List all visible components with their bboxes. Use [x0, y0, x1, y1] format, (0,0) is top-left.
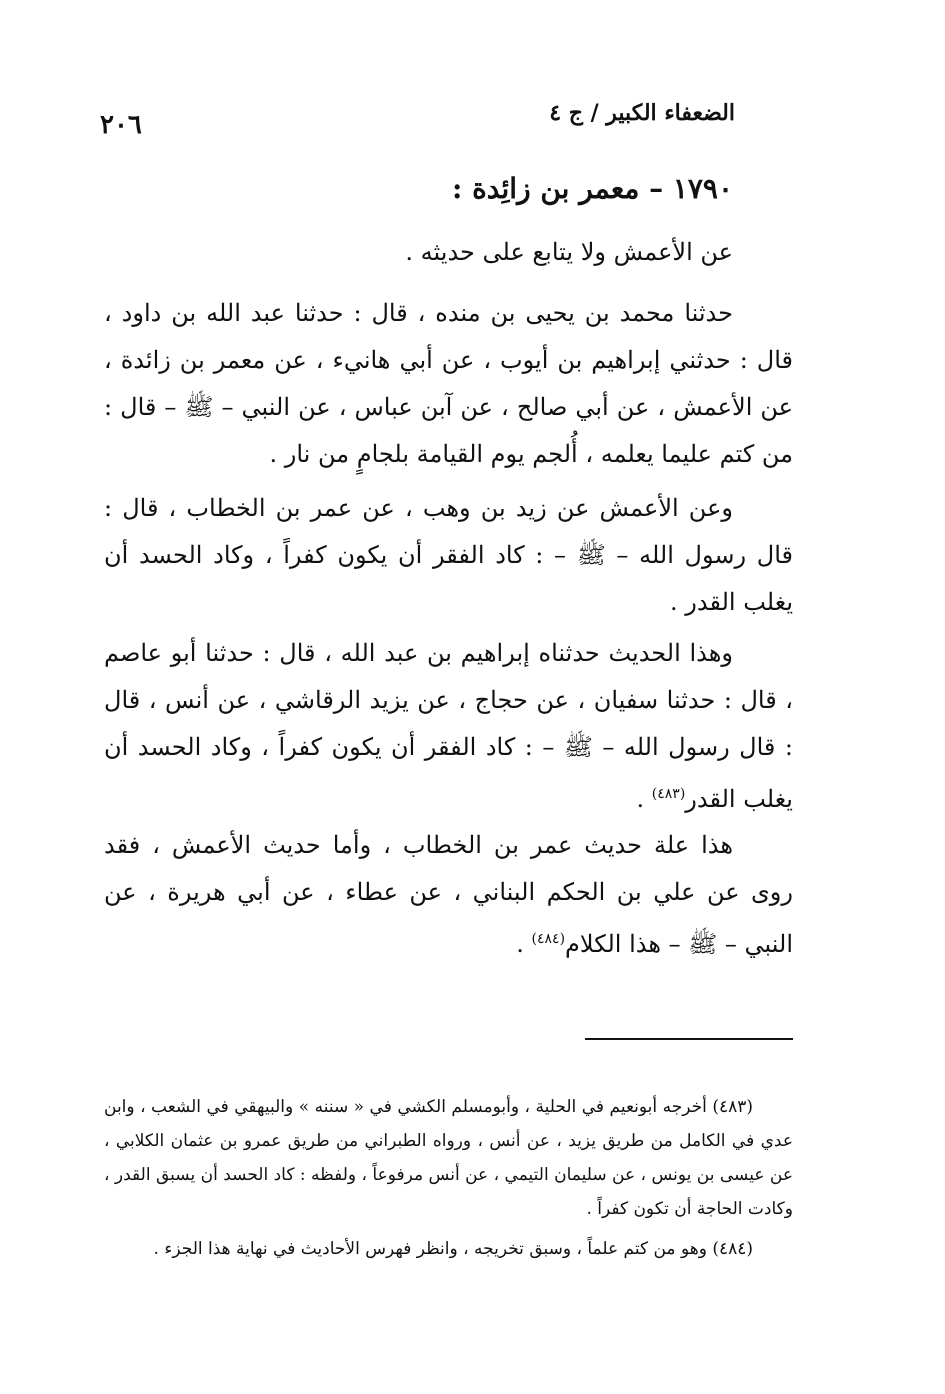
paragraph-1	[104, 290, 793, 478]
paragraph-3	[104, 630, 793, 823]
footnote-divider	[585, 1038, 793, 1040]
entry-intro: عن الأعمش ولا يتابع على حديثه .	[405, 238, 733, 266]
entry-heading: ١٧٩٠ – معمر بن زائِدة :	[452, 172, 733, 205]
page-header	[100, 100, 735, 140]
paragraph-4-text: هذا علة حديث عمر بن الخطاب ، وأما حديث الأعمش ، فقد روى عن علي بن الحكم البناني ، عن عطاء ، عن أبي هريرة ، عن النبي – ﷺ – هذا الكلام	[104, 831, 793, 958]
paragraph-2-text: وعن الأعمش عن زيد بن وهب ، عن عمر بن الخطاب ، قال : قال رسول الله – ﷺ – : كاد الفقر أن يكون كفراً ، وكاد الحسد أن يغلب القدر .	[104, 494, 793, 616]
footnote-483	[104, 1090, 793, 1226]
running-title: الضعفاء الكبير / ج ٤	[549, 100, 735, 126]
footnote-484	[104, 1232, 793, 1266]
footnote-ref-484[interactable]: (٤٨٤)	[531, 931, 566, 947]
footnote-text: أخرجه أبونعيم في الحلية ، وأبومسلم الكشي في « سننه » والبيهقي في الشعب ، وابن عدي في الكامل من طريق يزيد ، عن أنس ، ورواه الطبراني من طريق عمرو بن عثمان الكلابي ، عن عيسى بن يونس ، عن سليمان التيمي ، عن أنس مرفوعاً ، ولفظه : كاد الحسد أن يسبق القدر ، وكادت الحاجة أن تكون كفراً .	[104, 1097, 793, 1219]
footnote-number: (٤٨٣)	[712, 1097, 754, 1117]
paragraph-3-text: وهذا الحديث حدثناه إبراهيم بن عبد الله ، قال : حدثنا أبو عاصم ، قال : حدثنا سفيان ، عن حجاج ، عن يزيد الرقاشي ، عن أنس ، قال : قال رسول الله – ﷺ – : كاد الفقر أن يكون كفراً ، وكاد الحسد أن يغلب القدر	[104, 639, 793, 813]
page-number: ٢٠٦	[100, 110, 142, 140]
paragraph-4-tail: .	[516, 930, 532, 958]
paragraph-4	[104, 822, 793, 968]
paragraph-2	[104, 485, 793, 626]
footnote-number: (٤٨٤)	[712, 1239, 753, 1259]
paragraph-3-tail: .	[636, 785, 652, 813]
footnotes	[104, 1090, 793, 1272]
footnote-text: وهو من كتم علماً ، وسبق تخريجه ، وانظر فهرس الأحاديث في نهاية هذا الجزء .	[153, 1239, 707, 1259]
footnote-ref-483[interactable]: (٤٨٣)	[651, 786, 686, 802]
paragraph-1-text: حدثنا محمد بن يحيى بن منده ، قال : حدثنا عبد الله بن داود ، قال : حدثني إبراهيم بن أيوب ، عن أبي هانيء ، عن معمر بن زائدة ، عن الأعمش ، عن أبي صالح ، عن آبن عباس ، عن النبي – ﷺ – قال : من كتم عليما يعلمه ، أُلجم يوم القيامة بلجامٍ من نار .	[104, 299, 794, 468]
